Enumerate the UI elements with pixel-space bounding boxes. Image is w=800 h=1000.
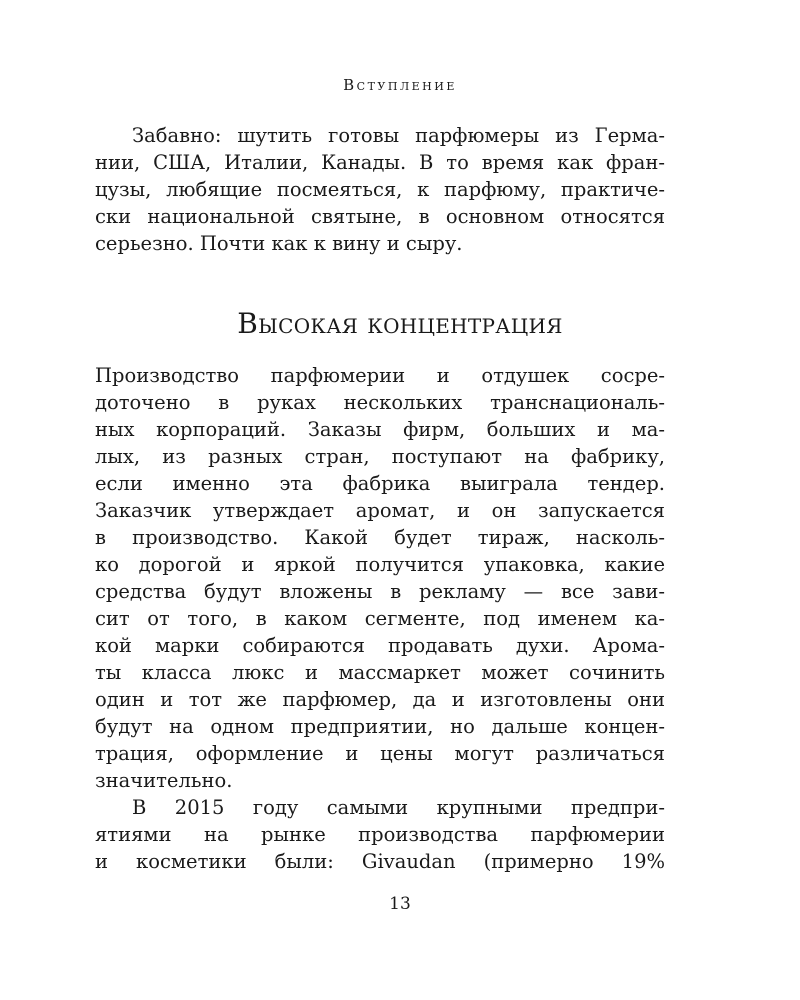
text-line: доточено в руках нескольких транснациональ- <box>95 391 665 414</box>
text-line: ных корпораций. Заказы фирм, больших и ма- <box>95 418 665 441</box>
text-line: нии, США, Италии, Канады. В то время как фран- <box>95 151 665 174</box>
text-line: Заказчик утверждает аромат, и он запускается <box>95 499 665 522</box>
text-line: будут на одном предприятии, но дальше концен- <box>95 715 665 738</box>
text-line: кой марки собираются продавать духи. Арома- <box>95 634 665 657</box>
text-line: ски национальной святыне, в основном относятся <box>95 205 665 228</box>
text-line: один и тот же парфюмер, да и изготовлены они <box>95 688 665 711</box>
text-line: цузы, любящие посмеяться, к парфюму, практиче- <box>95 178 665 201</box>
text-line: в производство. Какой будет тираж, насколь- <box>95 526 665 549</box>
text-line: если именно эта фабрика выиграла тендер. <box>95 472 665 495</box>
text-line: и косметики были: Givaudan (примерно 19% <box>95 850 665 873</box>
running-head: Вступление <box>343 76 457 94</box>
page-number: 13 <box>389 894 411 914</box>
text-line: значительно. <box>95 769 233 792</box>
text-line: ятиями на рынке производства парфюмерии <box>95 823 665 846</box>
text-line: ты класса люкс и массмаркет может сочинить <box>95 661 665 684</box>
text-line: В 2015 году самыми крупными предпри- <box>132 796 665 819</box>
text-line: лых, из разных стран, поступают на фабрику, <box>95 445 665 468</box>
text-line: трация, оформление и цены могут различаться <box>95 742 665 765</box>
text-line: серьезно. Почти как к вину и сыру. <box>95 232 463 255</box>
section-heading: Высокая концентрация <box>237 307 563 340</box>
text-line: ко дорогой и яркой получится упаковка, какие <box>95 553 665 576</box>
text-line: Забавно: шутить готовы парфюмеры из Герма- <box>132 124 665 147</box>
text-line: Производство парфюмерии и отдушек сосре- <box>95 364 665 387</box>
text-line: средства будут вложены в рекламу — все зави- <box>95 580 665 603</box>
text-line: сит от того, в каком сегменте, под именем ка- <box>95 607 665 630</box>
